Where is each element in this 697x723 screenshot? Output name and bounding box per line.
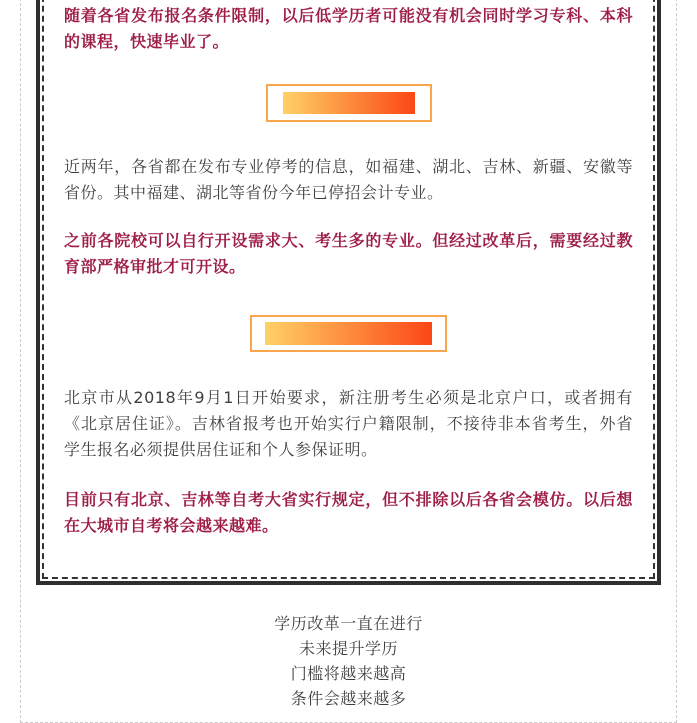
gradient-divider-1 [266, 84, 432, 122]
footer-lines [0, 611, 697, 711]
paragraph-emphasis-2: 之前各院校可以自行开设需求大、考生多的专业。但经过改革后，需要经过教育部严格审批才可开设。 [64, 231, 633, 276]
article-content [40, 0, 657, 581]
gradient-bar-icon [283, 92, 415, 114]
footer-line-1: 学历改革一直在进行 [274, 614, 423, 633]
article-highlight-box [36, 0, 661, 585]
paragraph-body-2: 北京市从2018年9月1日开始要求，新注册考生必须是北京户口，或者拥有《北京居住证》。吉林省报考也开始实行户籍限制，不接待非本省考生，外省学生报名必须提供居住证和个人参保证明。 [64, 388, 633, 459]
paragraph-body-1: 近两年，各省都在发布专业停考的信息，如福建、湖北、吉林、新疆、安徽等省份。其中福建、湖北等省份今年已停招会计专业。 [64, 157, 633, 202]
paragraph-emphasis-3: 目前只有北京、吉林等自考大省实行规定，但不排除以后各省会模仿。以后想在大城市自考将会越来越难。 [64, 490, 633, 535]
footer-line-3: 门槛将越来越高 [290, 664, 407, 683]
gradient-divider-2 [250, 315, 447, 352]
footer-line-2: 未来提升学历 [298, 639, 398, 658]
footer-line-4: 条件会越来越多 [290, 689, 407, 708]
gradient-bar-icon [265, 322, 432, 345]
paragraph-emphasis-1: 随着各省发布报名条件限制，以后低学历者可能没有机会同时学习专科、本科的课程，快速毕业了。 [64, 6, 633, 51]
